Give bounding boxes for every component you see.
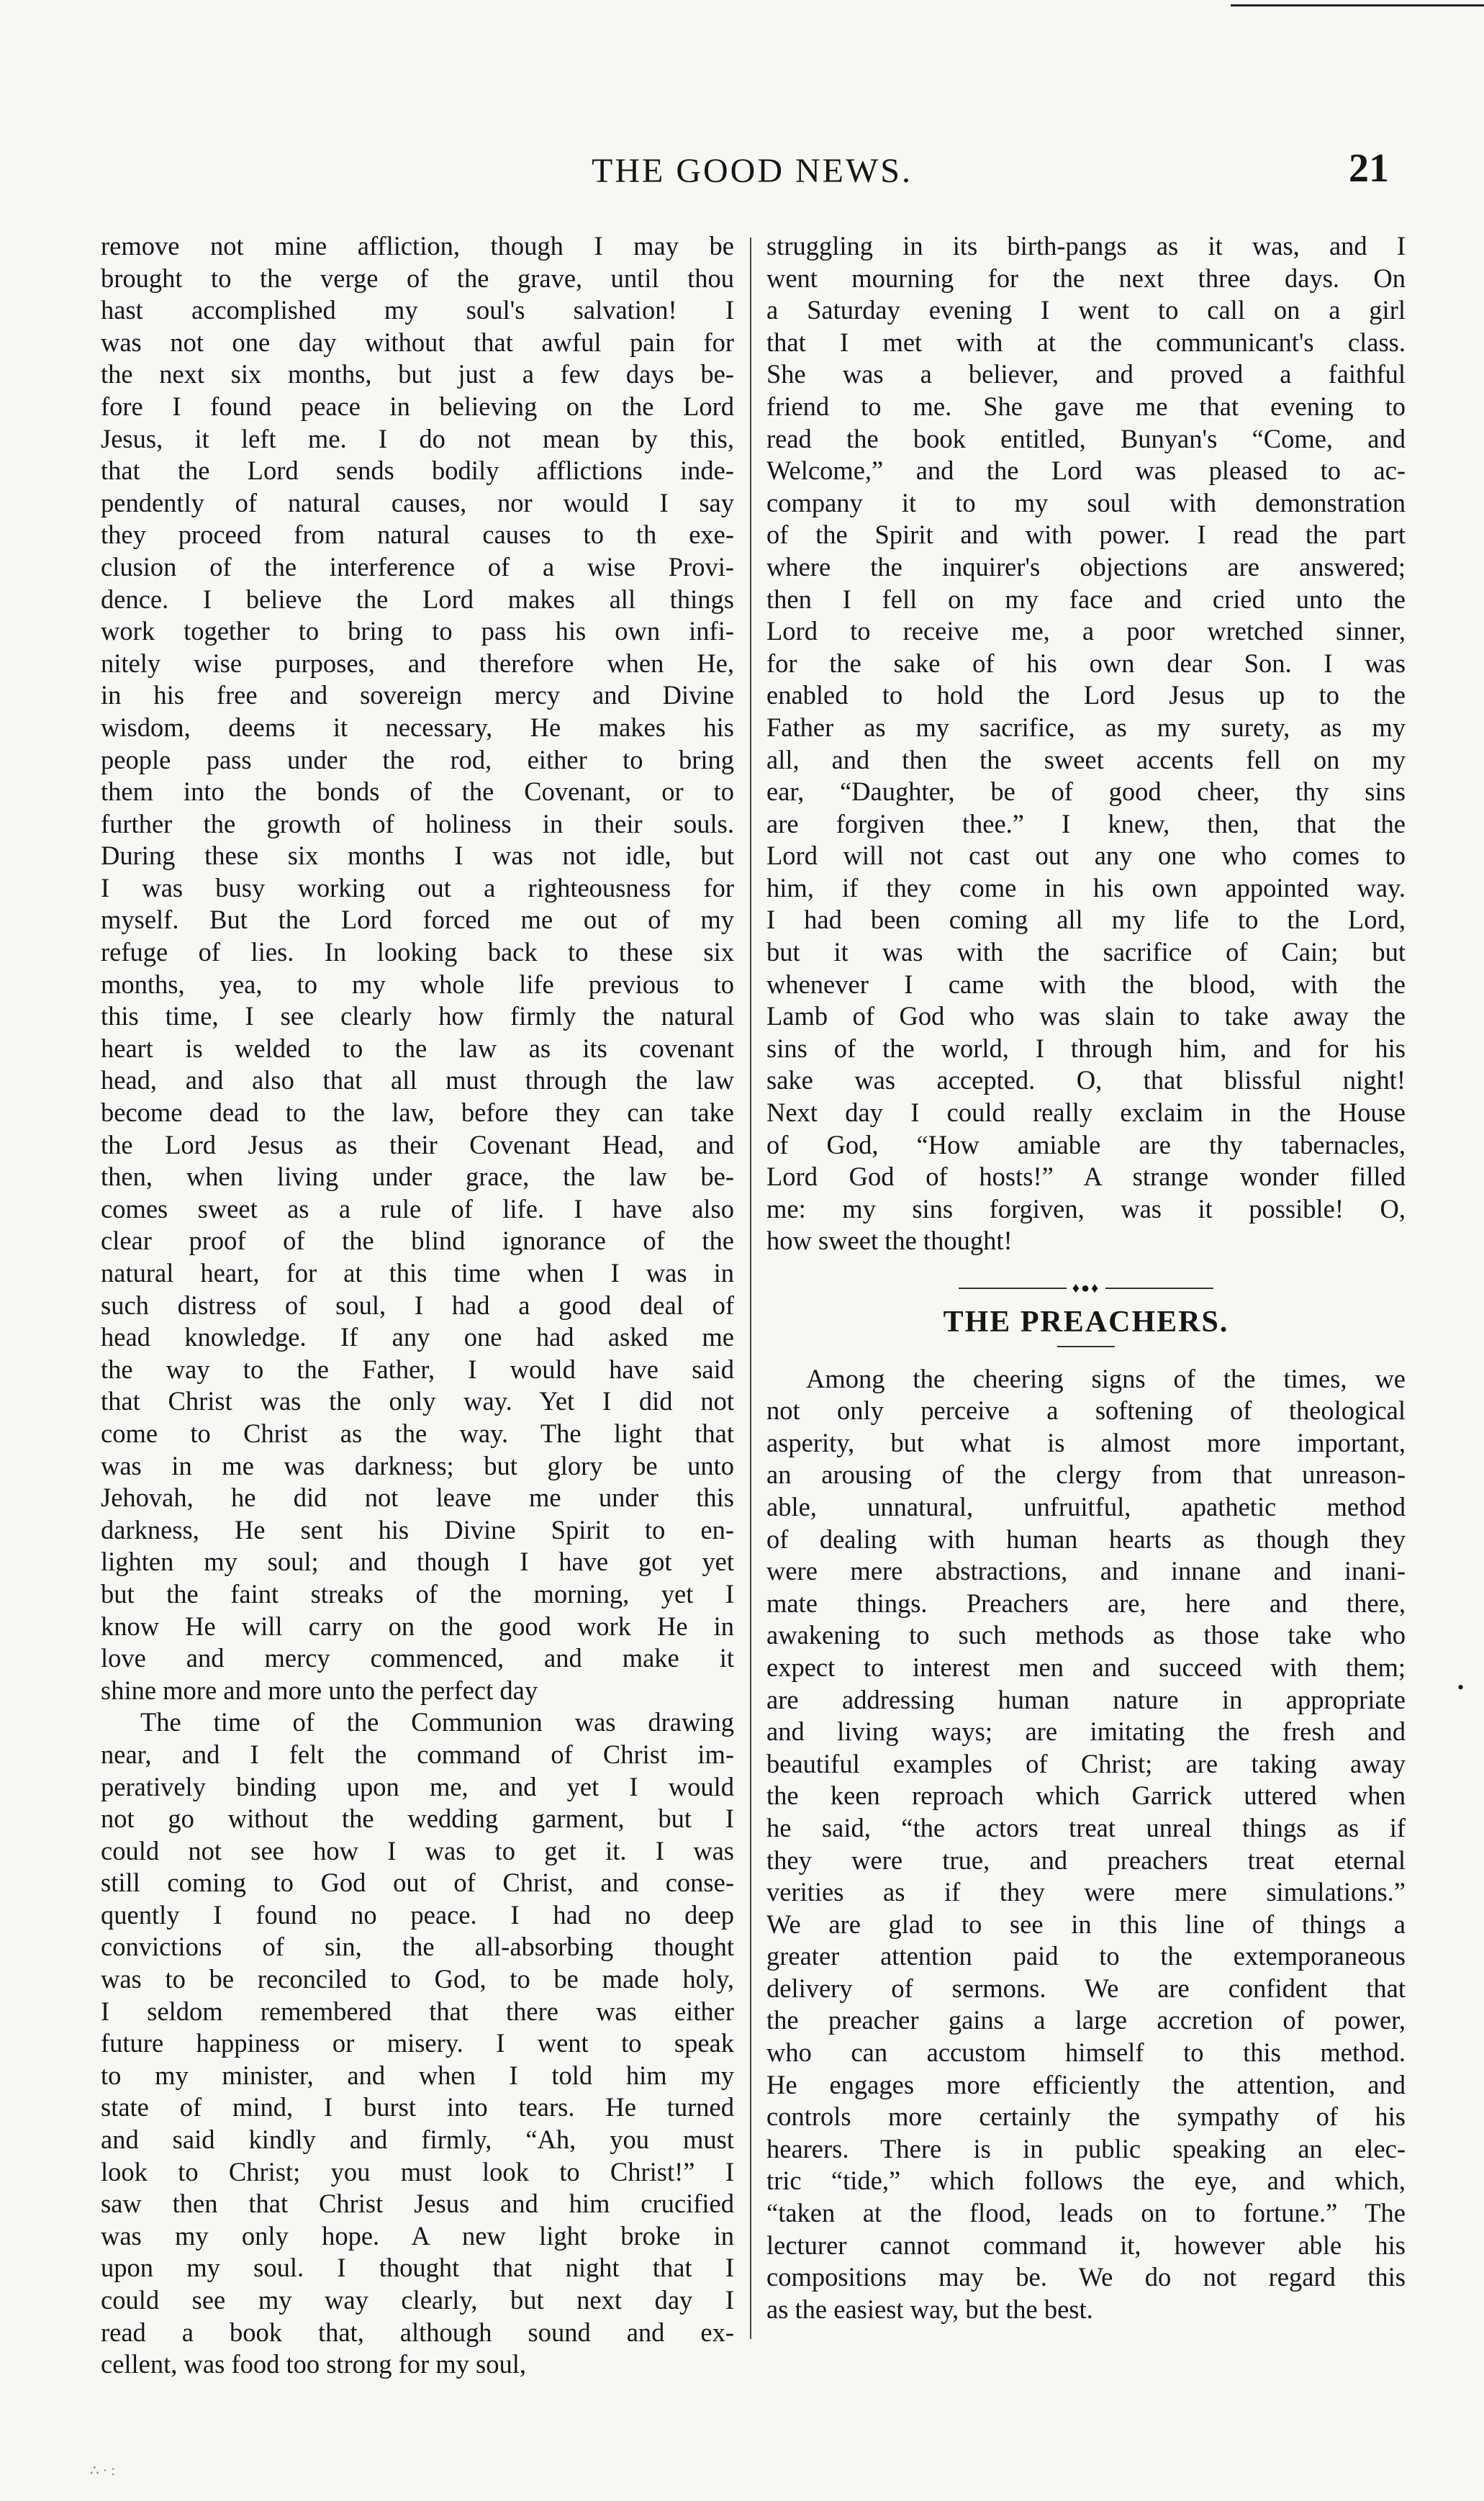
narrative-line: Lord God of hosts!” A strange wonder filled — [766, 1162, 1406, 1192]
narrative-line: for the sake of his own dear Son. I was — [766, 648, 1406, 678]
left-column-line: they proceed from natural causes to th exe- — [101, 520, 734, 550]
article-line: He engages more efficiently the attention, and — [766, 2069, 1406, 2099]
title-underline — [1057, 1346, 1115, 1347]
left-column-line: that the Lord sends bodily afflictions inde- — [101, 456, 734, 486]
left-column-line: the Lord Jesus as their Covenant Head, and — [101, 1129, 734, 1159]
article-line: who can accustom himself to this method. — [766, 2038, 1406, 2068]
page-specks: ∴ · : — [90, 2463, 115, 2479]
left-column-line: peratively binding upon me, and yet I would — [101, 1771, 734, 1801]
margin-dot: • — [1457, 1677, 1465, 1698]
narrative-line: Lord will not cast out any one who comes to — [766, 841, 1406, 871]
left-column-line: hast accomplished my soul's salvation! I — [101, 295, 734, 325]
ornament-rule-left — [959, 1288, 1067, 1289]
left-column-line: become dead to the law, before they can take — [101, 1098, 734, 1128]
narrative-line: a Saturday evening I went to call on a girl — [766, 295, 1406, 325]
column-divider — [750, 238, 751, 2339]
narrative-line: then I fell on my face and cried unto the — [766, 584, 1406, 614]
left-column-line: head knowledge. If any one had asked me — [101, 1322, 734, 1352]
article-line: “taken at the flood, leads on to fortune.” The — [766, 2198, 1406, 2228]
narrative-line: enabled to hold the Lord Jesus up to the — [766, 680, 1406, 710]
article-line: able, unnatural, unfruitful, apathetic method — [766, 1491, 1406, 1521]
left-column-line: was not one day without that awful pain for — [101, 327, 734, 357]
left-column-line: comes sweet as a rule of life. I have also — [101, 1193, 734, 1224]
page-header — [108, 144, 1396, 202]
article-line: lecturer cannot command it, however able his — [766, 2230, 1406, 2260]
article-line: tric “tide,” which follows the eye, and which, — [766, 2166, 1406, 2196]
left-column-line: convictions of sin, the all-absorbing thought — [101, 1932, 734, 1962]
article-line: and living ways; are imitating the fresh and — [766, 1717, 1406, 1747]
left-column-line: Jehovah, he did not leave me under this — [101, 1483, 734, 1513]
left-column-line: then, when living under grace, the law be- — [101, 1162, 734, 1192]
narrative-line: Lamb of God who was slain to take away the — [766, 1001, 1406, 1031]
left-column-line: remove not mine affliction, though I may be — [101, 231, 734, 261]
left-column-line: nitely wise purposes, and therefore when He, — [101, 648, 734, 678]
narrative-line: sake was accepted. O, that blissful night! — [766, 1065, 1406, 1095]
narrative-line: She was a believer, and proved a faithful — [766, 359, 1406, 389]
narrative-line: Father as my sacrifice, as my surety, as my — [766, 712, 1406, 742]
section-ornament — [766, 1277, 1406, 1299]
right-column — [766, 230, 1406, 2325]
left-column-line: quently I found no peace. I had no deep — [101, 1899, 734, 1930]
left-column — [101, 230, 734, 2381]
left-column-line: wisdom, deems it necessary, He makes his — [101, 712, 734, 742]
left-column-line: state of mind, I burst into tears. He turned — [101, 2092, 734, 2122]
left-column-line: could not see how I was to get it. I was — [101, 1835, 734, 1865]
article-line: they were true, and preachers treat eternal — [766, 1845, 1406, 1875]
left-column-line: the next six months, but just a few days be- — [101, 359, 734, 389]
left-column-line: upon my soul. I thought that night that I — [101, 2253, 734, 2283]
narrative-line: him, if they come in his own appointed way. — [766, 872, 1406, 903]
left-column-line: further the growth of holiness in their souls. — [101, 808, 734, 838]
left-column-line: lighten my soul; and though I have got yet — [101, 1547, 734, 1577]
ornament-rule-right — [1105, 1288, 1213, 1289]
left-column-line: near, and I felt the command of Christ im- — [101, 1739, 734, 1769]
left-column-line: fore I found peace in believing on the Lord — [101, 391, 734, 421]
left-column-line: people pass under the rod, either to bring — [101, 744, 734, 774]
left-column-line: was to be reconciled to God, to be made holy, — [101, 1964, 734, 1994]
left-column-line: I was busy working out a righteousness for — [101, 872, 734, 903]
left-column-line: was my only hope. A new light broke in — [101, 2220, 734, 2251]
narrative-line: that I met with at the communicant's class. — [766, 327, 1406, 357]
left-column-line: come to Christ as the way. The light that — [101, 1418, 734, 1448]
left-column-line: brought to the verge of the grave, until thou — [101, 263, 734, 293]
left-column-line: natural heart, for at this time when I was in — [101, 1258, 734, 1288]
left-column-line: in his free and sovereign mercy and Divine — [101, 680, 734, 710]
section-title: THE PREACHERS. — [943, 1306, 1229, 1339]
article-line: asperity, but what is almost more important, — [766, 1427, 1406, 1457]
left-column-line: not go without the wedding garment, but I — [101, 1804, 734, 1834]
left-column-text — [101, 230, 734, 2381]
left-column-line: to my minister, and when I told him my — [101, 2060, 734, 2090]
narrative-line: went mourning for the next three days. On — [766, 263, 1406, 293]
narrative-line: Welcome,” and the Lord was pleased to ac- — [766, 456, 1406, 486]
left-column-line: shine more and more unto the perfect day — [101, 1675, 538, 1705]
article-line: of dealing with human hearts as though they — [766, 1524, 1406, 1554]
article-line: he said, “the actors treat unreal things as if — [766, 1812, 1406, 1842]
left-column-line: and said kindly and firmly, “Ah, you must — [101, 2125, 734, 2155]
article-line: as the easiest way, but the best. — [766, 2294, 1093, 2324]
left-column-line: love and mercy commenced, and make it — [101, 1643, 734, 1673]
left-column-line: cellent, was food too strong for my soul, — [101, 2349, 527, 2379]
left-column-line: still coming to God out of Christ, and conse- — [101, 1868, 734, 1898]
article-line: not only perceive a softening of theological — [766, 1396, 1406, 1426]
narrative-line: how sweet the thought! — [766, 1226, 1013, 1256]
narrative-line: I had been coming all my life to the Lord, — [766, 905, 1406, 935]
article-line: hearers. There is in public speaking an elec- — [766, 2133, 1406, 2163]
article-line: controls more certainly the sympathy of his — [766, 2102, 1406, 2132]
left-column-line: saw then that Christ Jesus and him crucified — [101, 2189, 734, 2219]
left-column-line: this time, I see clearly how firmly the natural — [101, 1001, 734, 1031]
narrative-line: of God, “How amiable are thy tabernacles, — [766, 1129, 1406, 1159]
left-column-line: but the faint streaks of the morning, yet I — [101, 1578, 734, 1609]
left-column-line: refuge of lies. In looking back to these six — [101, 937, 734, 967]
article-line: were mere abstractions, and innane and inani- — [766, 1556, 1406, 1586]
article-line: are addressing human nature in appropriate — [766, 1684, 1406, 1714]
left-column-line: the way to the Father, I would have said — [101, 1354, 734, 1384]
page-number: 21 — [1349, 146, 1389, 191]
left-column-line: clusion of the interference of a wise Provi- — [101, 551, 734, 582]
article-line: Among the cheering signs of the times, we — [806, 1363, 1406, 1393]
left-column-line: read a book that, although sound and ex- — [101, 2317, 734, 2347]
left-column-line: clear proof of the blind ignorance of the — [101, 1226, 734, 1256]
left-column-line: months, yea, to my whole life previous to — [101, 969, 734, 999]
left-column-line: During these six months I was not idle, but — [101, 841, 734, 871]
article-line: expect to interest men and succeed with them; — [766, 1652, 1406, 1682]
left-column-line: look to Christ; you must look to Christ!” I — [101, 2156, 734, 2186]
narrative-line: ear, “Daughter, be of good cheer, thy sins — [766, 777, 1406, 807]
article-line: verities as if they were mere simulations.” — [766, 1877, 1406, 1907]
left-column-line: head, and also that all must through the law — [101, 1065, 734, 1095]
left-column-line: was in me was darkness; but glory be unto — [101, 1450, 734, 1480]
left-column-line: darkness, He sent his Divine Spirit to en- — [101, 1514, 734, 1545]
narrative-line: read the book entitled, Bunyan's “Come, and — [766, 423, 1406, 453]
left-column-line: that Christ was the only way. Yet I did not — [101, 1386, 734, 1416]
article-line: greater attention paid to the extemporaneous — [766, 1941, 1406, 1971]
narrative-line: struggling in its birth-pangs as it was, and I — [766, 231, 1406, 261]
left-column-line: pendently of natural causes, nor would I say — [101, 487, 734, 517]
section-heading — [766, 1277, 1406, 1347]
article-line: the keen reproach which Garrick uttered when — [766, 1781, 1406, 1811]
left-column-line: myself. But the Lord forced me out of my — [101, 905, 734, 935]
top-edge-rule — [1231, 4, 1484, 6]
narrative-continuation — [766, 230, 1406, 1257]
narrative-line: whenever I came with the blood, with the — [766, 969, 1406, 999]
narrative-line: sins of the world, I through him, and for his — [766, 1033, 1406, 1063]
article-line: beautiful examples of Christ; are taking away — [766, 1748, 1406, 1778]
article-text — [766, 1363, 1406, 2326]
narrative-line: friend to me. She gave me that evening to — [766, 391, 1406, 421]
narrative-line: Lord to receive me, a poor wretched sinner, — [766, 616, 1406, 646]
article-line: an arousing of the clergy from that unreason- — [766, 1460, 1406, 1490]
left-column-line: could see my way clearly, but next day I — [101, 2285, 734, 2315]
left-column-line: work together to bring to pass his own infi- — [101, 616, 734, 646]
narrative-line: but it was with the sacrifice of Cain; but — [766, 937, 1406, 967]
narrative-line: Next day I could really exclaim in the House — [766, 1098, 1406, 1128]
left-column-line: heart is welded to the law as its covenant — [101, 1033, 734, 1063]
article-line: mate things. Preachers are, here and there, — [766, 1588, 1406, 1618]
left-column-line: them into the bonds of the Covenant, or to — [101, 777, 734, 807]
narrative-line: are forgiven thee.” I knew, then, that the — [766, 808, 1406, 838]
article-line: We are glad to see in this line of things a — [766, 1909, 1406, 1939]
article-line: delivery of sermons. We are confident that — [766, 1973, 1406, 2003]
left-column-line: Jesus, it left me. I do not mean by this, — [101, 423, 734, 453]
left-column-line: know He will carry on the good work He in — [101, 1611, 734, 1641]
left-column-line: dence. I believe the Lord makes all things — [101, 584, 734, 614]
narrative-line: of the Spirit and with power. I read the part — [766, 520, 1406, 550]
left-column-line: such distress of soul, I had a good deal of — [101, 1290, 734, 1320]
running-title: THE GOOD NEWS. — [592, 152, 913, 190]
narrative-line: where the inquirer's objections are answered; — [766, 551, 1406, 582]
left-column-line: I seldom remembered that there was either — [101, 1996, 734, 2026]
narrative-line: all, and then the sweet accents fell on my — [766, 744, 1406, 774]
left-column-line: The time of the Communion was drawing — [140, 1707, 734, 1737]
article-line: the preacher gains a large accretion of power, — [766, 2005, 1406, 2035]
narrative-line: company it to my soul with demonstration — [766, 487, 1406, 517]
left-column-line: future happiness or misery. I went to speak — [101, 2028, 734, 2058]
narrative-line: me: my sins forgiven, was it possible! O, — [766, 1193, 1406, 1224]
article-line: awakening to such methods as those take who — [766, 1620, 1406, 1650]
ornament-glyph: ♦●♦ — [1072, 1280, 1100, 1296]
article-line: compositions may be. We do not regard this — [766, 2262, 1406, 2292]
